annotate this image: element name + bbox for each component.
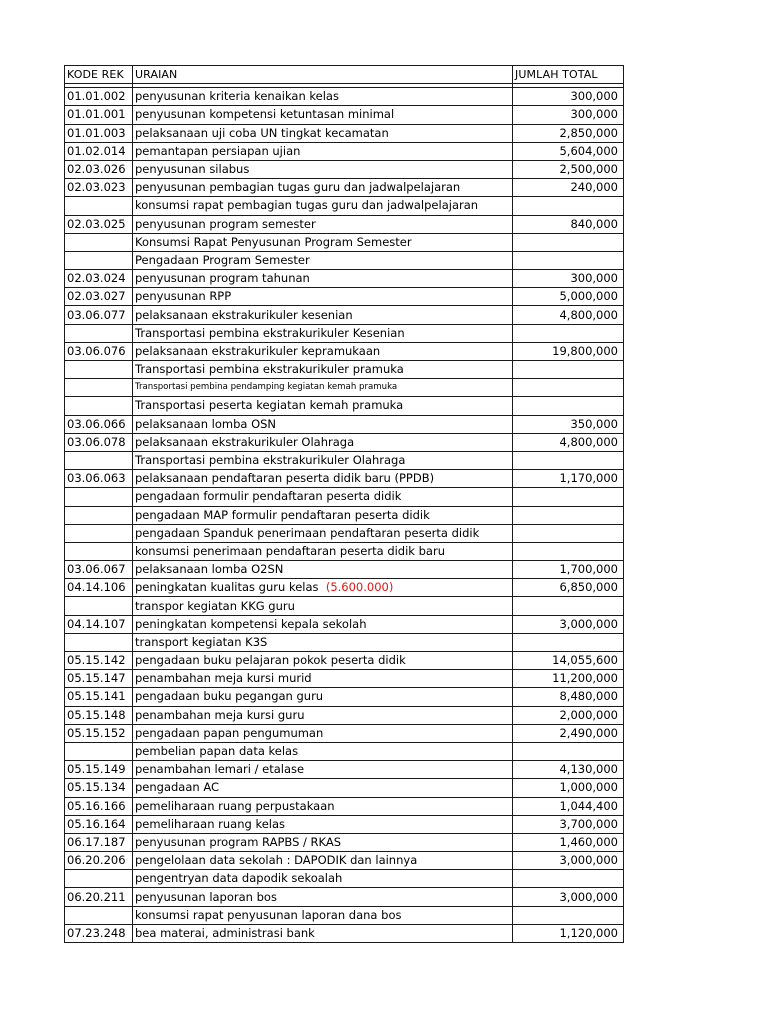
jumlah-total-cell <box>513 451 624 469</box>
kode-rek-cell: 02.03.027 <box>65 288 133 306</box>
table-row <box>65 179 624 197</box>
jumlah-total-cell <box>513 633 624 651</box>
uraian-cell: transpor kegiatan KKG guru <box>133 597 513 615</box>
table-row <box>65 215 624 233</box>
jumlah-total-cell: 5,604,000 <box>513 142 624 160</box>
uraian-note: (5.600.000) <box>325 580 394 595</box>
kode-rek-cell: 06.20.211 <box>65 888 133 906</box>
uraian-cell: pengentryan data dapodik sekoalah <box>133 870 513 888</box>
kode-rek-cell <box>65 451 133 469</box>
table-row <box>65 106 624 124</box>
table-row <box>65 797 624 815</box>
uraian-cell: pengelolaan data sekolah : DAPODIK dan lainnya <box>133 852 513 870</box>
kode-rek-cell <box>65 324 133 342</box>
kode-rek-cell: 03.06.078 <box>65 433 133 451</box>
kode-rek-cell: 05.15.148 <box>65 706 133 724</box>
uraian-cell: pelaksanaan uji coba UN tingkat kecamatan <box>133 124 513 142</box>
uraian-cell: Konsumsi Rapat Penyusunan Program Semester <box>133 233 513 251</box>
uraian-cell: penyusunan program RAPBS / RKAS <box>133 833 513 851</box>
table-row <box>65 924 624 942</box>
kode-rek-cell: 05.15.141 <box>65 688 133 706</box>
kode-rek-cell <box>65 379 133 397</box>
kode-rek-cell <box>65 906 133 924</box>
uraian-cell: pemeliharaan ruang kelas <box>133 815 513 833</box>
jumlah-total-cell: 300,000 <box>513 88 624 106</box>
table-row <box>65 724 624 742</box>
table-row <box>65 633 624 651</box>
table-row <box>65 361 624 379</box>
uraian-cell: pelaksanaan ekstrakurikuler kesenian <box>133 306 513 324</box>
table-row <box>65 142 624 160</box>
kode-rek-cell: 03.06.076 <box>65 342 133 360</box>
kode-rek-cell: 02.03.024 <box>65 270 133 288</box>
table-row <box>65 779 624 797</box>
jumlah-total-cell: 14,055,600 <box>513 652 624 670</box>
kode-rek-cell: 05.15.147 <box>65 670 133 688</box>
jumlah-total-cell <box>513 324 624 342</box>
kode-rek-cell: 05.16.164 <box>65 815 133 833</box>
uraian-cell: pengadaan Spanduk penerimaan pendaftaran peserta didik <box>133 524 513 542</box>
jumlah-total-cell: 240,000 <box>513 179 624 197</box>
uraian-cell: pelaksanaan ekstrakurikuler kepramukaan <box>133 342 513 360</box>
table-row <box>65 524 624 542</box>
budget-table <box>64 65 624 943</box>
jumlah-total-cell <box>513 524 624 542</box>
table-row <box>65 160 624 178</box>
jumlah-total-cell: 1,170,000 <box>513 470 624 488</box>
uraian-cell: penyusunan kriteria kenaikan kelas <box>133 88 513 106</box>
jumlah-total-cell: 1,700,000 <box>513 561 624 579</box>
table-row <box>65 706 624 724</box>
table-row <box>65 506 624 524</box>
uraian-cell: pelaksanaan lomba O2SN <box>133 561 513 579</box>
kode-rek-cell: 02.03.025 <box>65 215 133 233</box>
kode-rek-cell: 05.15.152 <box>65 724 133 742</box>
table-row <box>65 270 624 288</box>
jumlah-total-cell: 6,850,000 <box>513 579 624 597</box>
kode-rek-cell <box>65 506 133 524</box>
table-row <box>65 542 624 560</box>
kode-rek-cell: 01.01.001 <box>65 106 133 124</box>
uraian-text: peningkatan kualitas guru kelas <box>135 580 326 595</box>
kode-rek-cell: 06.20.206 <box>65 852 133 870</box>
table-row <box>65 288 624 306</box>
table-row <box>65 306 624 324</box>
table-row <box>65 415 624 433</box>
kode-rek-cell <box>65 251 133 269</box>
jumlah-total-cell: 5,000,000 <box>513 288 624 306</box>
kode-rek-cell <box>65 488 133 506</box>
table-row <box>65 615 624 633</box>
table-row <box>65 324 624 342</box>
jumlah-total-cell: 8,480,000 <box>513 688 624 706</box>
jumlah-total-cell <box>513 597 624 615</box>
jumlah-total-cell: 2,500,000 <box>513 160 624 178</box>
jumlah-total-cell: 300,000 <box>513 270 624 288</box>
uraian-cell: Pengadaan Program Semester <box>133 251 513 269</box>
uraian-cell: Transportasi pembina ekstrakurikuler Kesenian <box>133 324 513 342</box>
jumlah-total-cell <box>513 488 624 506</box>
uraian-cell: pengadaan MAP formulir pendaftaran peserta didik <box>133 506 513 524</box>
jumlah-total-cell: 350,000 <box>513 415 624 433</box>
kode-rek-cell <box>65 742 133 760</box>
uraian-cell: Transportasi pembina ekstrakurikuler pramuka <box>133 361 513 379</box>
uraian-cell: pengadaan AC <box>133 779 513 797</box>
uraian-cell: Transportasi peserta kegiatan kemah pramuka <box>133 397 513 415</box>
uraian-cell <box>133 579 513 597</box>
uraian-cell: penyusunan RPP <box>133 288 513 306</box>
uraian-cell: pengadaan buku pegangan guru <box>133 688 513 706</box>
uraian-cell: konsumsi rapat pembagian tugas guru dan jadwalpelajaran <box>133 197 513 215</box>
kode-rek-cell <box>65 197 133 215</box>
kode-rek-cell <box>65 870 133 888</box>
jumlah-total-cell <box>513 251 624 269</box>
table-row <box>65 233 624 251</box>
table-row <box>65 597 624 615</box>
uraian-cell: penambahan meja kursi guru <box>133 706 513 724</box>
kode-rek-cell: 02.03.026 <box>65 160 133 178</box>
uraian-cell: penyusunan laporan bos <box>133 888 513 906</box>
jumlah-total-cell: 19,800,000 <box>513 342 624 360</box>
jumlah-total-cell: 2,000,000 <box>513 706 624 724</box>
kode-rek-cell: 03.06.063 <box>65 470 133 488</box>
header-jumlah-total: JUMLAH TOTAL <box>513 66 624 84</box>
jumlah-total-cell: 1,000,000 <box>513 779 624 797</box>
jumlah-total-cell: 3,000,000 <box>513 615 624 633</box>
uraian-cell: Transportasi pembina ekstrakurikuler Olahraga <box>133 451 513 469</box>
table-row <box>65 451 624 469</box>
table-row <box>65 470 624 488</box>
uraian-cell: pembelian papan data kelas <box>133 742 513 760</box>
uraian-cell: konsumsi penerimaan pendaftaran peserta didik baru <box>133 542 513 560</box>
table-row <box>65 761 624 779</box>
uraian-cell: penyusunan kompetensi ketuntasan minimal <box>133 106 513 124</box>
kode-rek-cell <box>65 542 133 560</box>
uraian-cell: penambahan meja kursi murid <box>133 670 513 688</box>
jumlah-total-cell: 2,490,000 <box>513 724 624 742</box>
kode-rek-cell: 02.03.023 <box>65 179 133 197</box>
kode-rek-cell: 03.06.077 <box>65 306 133 324</box>
table-row <box>65 870 624 888</box>
jumlah-total-cell <box>513 542 624 560</box>
kode-rek-cell: 01.02.014 <box>65 142 133 160</box>
table-row <box>65 488 624 506</box>
kode-rek-cell: 01.01.003 <box>65 124 133 142</box>
uraian-cell: konsumsi rapat penyusunan laporan dana bos <box>133 906 513 924</box>
jumlah-total-cell <box>513 379 624 397</box>
jumlah-total-cell: 4,130,000 <box>513 761 624 779</box>
uraian-cell: pengadaan buku pelajaran pokok peserta didik <box>133 652 513 670</box>
table-row <box>65 888 624 906</box>
kode-rek-cell: 06.17.187 <box>65 833 133 851</box>
jumlah-total-cell <box>513 197 624 215</box>
header-kode-rek: KODE REK <box>65 66 133 84</box>
jumlah-total-cell: 840,000 <box>513 215 624 233</box>
header-uraian: URAIAN <box>133 66 513 84</box>
table-row <box>65 561 624 579</box>
table-row <box>65 342 624 360</box>
kode-rek-cell: 05.16.166 <box>65 797 133 815</box>
table-row <box>65 88 624 106</box>
kode-rek-cell <box>65 597 133 615</box>
table-row <box>65 397 624 415</box>
table-row <box>65 124 624 142</box>
table-row <box>65 688 624 706</box>
table-row <box>65 670 624 688</box>
jumlah-total-cell <box>513 397 624 415</box>
table-row <box>65 652 624 670</box>
table-row <box>65 833 624 851</box>
jumlah-total-cell: 4,800,000 <box>513 306 624 324</box>
jumlah-total-cell: 3,000,000 <box>513 888 624 906</box>
uraian-cell: penyusunan silabus <box>133 160 513 178</box>
kode-rek-cell <box>65 524 133 542</box>
kode-rek-cell <box>65 233 133 251</box>
kode-rek-cell: 07.23.248 <box>65 924 133 942</box>
jumlah-total-cell: 1,120,000 <box>513 924 624 942</box>
jumlah-total-cell: 1,044,400 <box>513 797 624 815</box>
table-row <box>65 579 624 597</box>
jumlah-total-cell: 2,850,000 <box>513 124 624 142</box>
jumlah-total-cell: 300,000 <box>513 106 624 124</box>
uraian-cell: pelaksanaan ekstrakurikuler Olahraga <box>133 433 513 451</box>
uraian-cell: peningkatan kompetensi kepala sekolah <box>133 615 513 633</box>
table-row <box>65 251 624 269</box>
uraian-cell: penyusunan program semester <box>133 215 513 233</box>
jumlah-total-cell: 3,700,000 <box>513 815 624 833</box>
kode-rek-cell: 05.15.149 <box>65 761 133 779</box>
kode-rek-cell: 01.01.002 <box>65 88 133 106</box>
jumlah-total-cell <box>513 906 624 924</box>
uraian-cell: pengadaan formulir pendaftaran peserta didik <box>133 488 513 506</box>
kode-rek-cell: 05.15.134 <box>65 779 133 797</box>
jumlah-total-cell <box>513 506 624 524</box>
table-row <box>65 379 624 397</box>
kode-rek-cell: 04.14.107 <box>65 615 133 633</box>
kode-rek-cell: 05.15.142 <box>65 652 133 670</box>
jumlah-total-cell: 1,460,000 <box>513 833 624 851</box>
table-row <box>65 852 624 870</box>
jumlah-total-cell: 3,000,000 <box>513 852 624 870</box>
jumlah-total-cell <box>513 742 624 760</box>
uraian-cell: pengadaan papan pengumuman <box>133 724 513 742</box>
uraian-cell: pelaksanaan pendaftaran peserta didik baru (PPDB) <box>133 470 513 488</box>
table-row <box>65 815 624 833</box>
uraian-cell: pemeliharaan ruang perpustakaan <box>133 797 513 815</box>
kode-rek-cell: 03.06.066 <box>65 415 133 433</box>
jumlah-total-cell: 4,800,000 <box>513 433 624 451</box>
uraian-cell: pelaksanaan lomba OSN <box>133 415 513 433</box>
table-row <box>65 433 624 451</box>
uraian-cell: penyusunan program tahunan <box>133 270 513 288</box>
uraian-cell: transport kegiatan K3S <box>133 633 513 651</box>
jumlah-total-cell: 11,200,000 <box>513 670 624 688</box>
jumlah-total-cell <box>513 870 624 888</box>
uraian-cell: pemantapan persiapan ujian <box>133 142 513 160</box>
table-row <box>65 197 624 215</box>
jumlah-total-cell <box>513 361 624 379</box>
jumlah-total-cell <box>513 233 624 251</box>
kode-rek-cell: 03.06.067 <box>65 561 133 579</box>
kode-rek-cell <box>65 397 133 415</box>
kode-rek-cell: 04.14.106 <box>65 579 133 597</box>
kode-rek-cell <box>65 361 133 379</box>
uraian-cell: Transportasi pembina pendamping kegiatan kemah pramuka <box>133 379 513 397</box>
uraian-cell: penambahan lemari / etalase <box>133 761 513 779</box>
uraian-cell: penyusunan pembagian tugas guru dan jadwalpelajaran <box>133 179 513 197</box>
table-row <box>65 906 624 924</box>
table-row <box>65 742 624 760</box>
kode-rek-cell <box>65 633 133 651</box>
uraian-cell: bea materai, administrasi bank <box>133 924 513 942</box>
header-row <box>65 66 624 84</box>
